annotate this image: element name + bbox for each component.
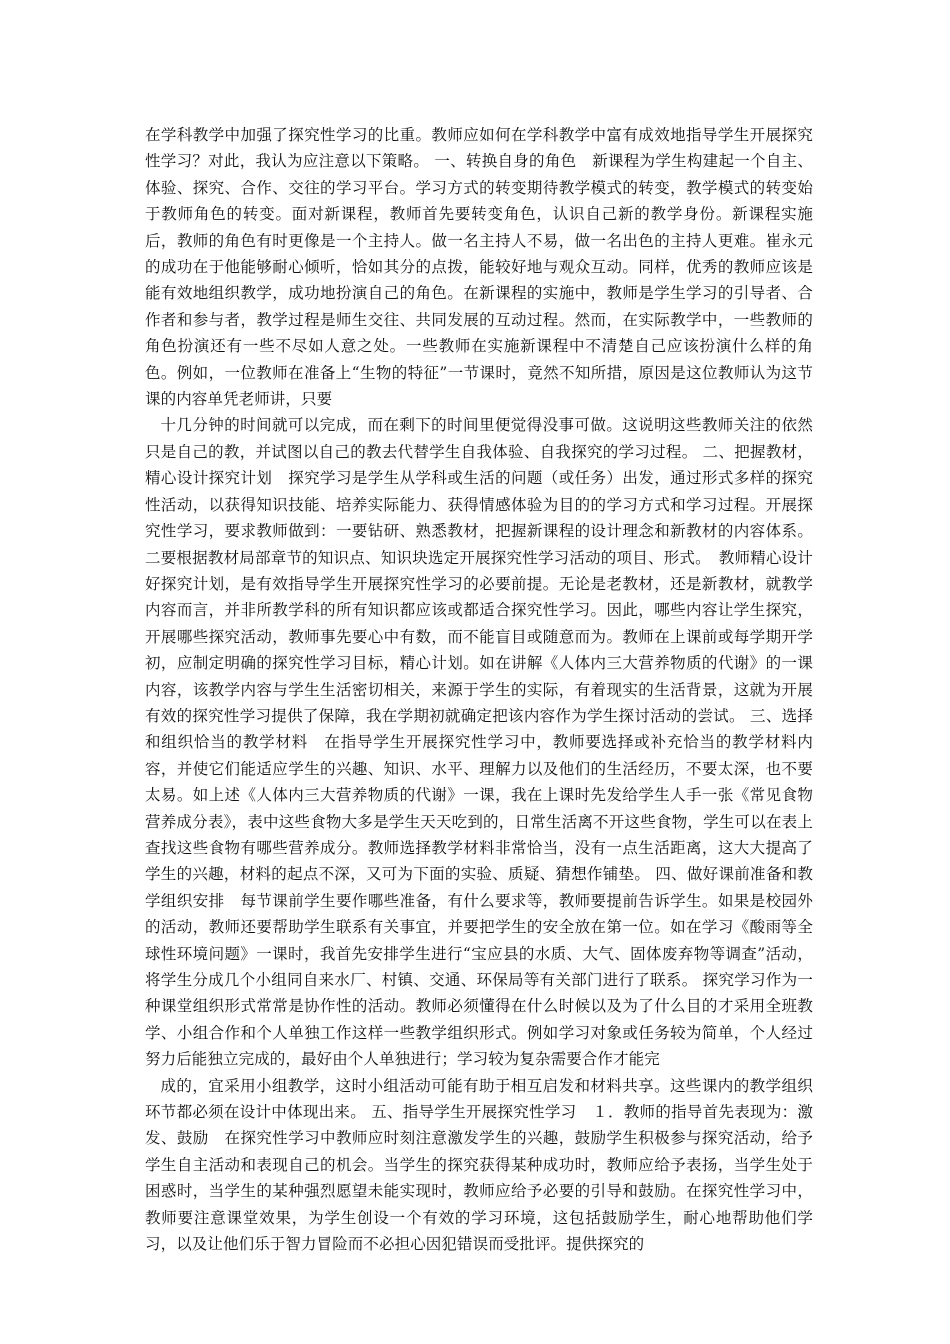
paragraph-1: 在学科教学中加强了探究性学习的比重。教师应如何在学科教学中富有成效地指导学生开展探究性学习？对此，我认为应注意以下策略。 一、转换自身的角色 新课程为学生构建起一个自主、体验、探究、合作、交往的学习平台。学习方式的转变期待教学模式的转变，教学模式的转变始于教师角色的转变。面对新课程，教师首先要转变角色，认识自己新的教学身份。新课程实施后，教师的角色有时更像是一个主持人。做一名主持人不易，做一名出色的主持人更难。崔永元的成功在于他能够耐心倾听，恰如其分的点拨，能较好地与观众互动。同样，优秀的教师应该是能有效地组织教学，成功地扮演自己的角色。在新课程的实施中，教师是学生学习的引导者、合作者和参与者，教学过程是师生交往、共同发展的互动过程。然而，在实际教学中，一些教师的角色扮演还有一些不尽如人意之处。一些教师在实施新课程中不清楚自己应该扮演什么样的角色。例如，一位教师在准备上“生物的特征”一节课时，竟然不知所措，原因是这位教师认为这节课的内容单凭老师讲，只要: [145, 126, 813, 409]
paragraph-2: 十几分钟的时间就可以完成，而在剩下的时间里便觉得没事可做。这说明这些教师关注的依然只是自己的教，并试图以自己的教去代替学生自我体验、自我探究的学习过程。 二、把握教材，精心设计探究计划 探究学习是学生从学科或生活的问题（或任务）出发，通过形式多样的探究性活动，以获得知识技能、培养实际能力、获得情感体验为目的的学习方式和学习过程。开展探究性学习，要求教师做到：一要钻研、熟悉教材，把握新课程的设计理念和新教材的内容体系。二要根据教材局部章节的知识点、知识块选定开展探究性学习活动的项目、形式。 教师精心设计好探究计划，是有效指导学生开展探究性学习的必要前提。无论是老教材，还是新教材，就教学内容而言，并非所教学科的所有知识都应该或都适合探究性学习。因此，哪些内容让学生探究，开展哪些探究活动，教师事先要心中有数，而不能盲目或随意而为。教师在上课前或每学期开学初，应制定明确的探究性学习目标，精心计划。如在讲解《人体内三大营养物质的代谢》的一课内容，该教学内容与学生生活密切相关，来源于学生的实际，有着现实的生活背景，这就为开展有效的探究性学习提供了保障，我在学期初就确定把该内容作为学生探讨活动的尝试。 三、选择和组织恰当的教学材料 在指导学生开展探究性学习中，教师要选择或补充恰当的教学材料内容，并使它们能适应学生的兴趣、知识、水平、理解力以及他们的生活经历，不要太深，也不要太易。如上述《人体内三大营养物质的代谢》一课，我在上课时先发给学生人手一张《常见食物营养成分表》，表中这些食物大多是学生天天吃到的，日常生活离不开这些食物，学生可以在表上查找这些食物有哪些营养成分。教师选择教学材料非常恰当，没有一点生活距离，这大大提高了学生的兴趣，材料的起点不深，又可为下面的实验、质疑、猜想作铺垫。 四、做好课前准备和教学组织安排 每节课前学生要作哪些准备，有什么要求等，教师要提前告诉学生。如果是校园外的活动，教师还要帮助学生联系有关事宜，并要把学生的安全放在第一位。如在学习《酸雨等全球性环境问题》一课时，我首先安排学生进行“宝应县的水质、大气、固体废弃物等调查”活动，将学生分成几个小组同自来水厂、村镇、交通、环保局等有关部门进行了联系。 探究学习作为一种课堂组织形式常常是协作性的活动。教师必须懂得在什么时候以及为了什么目的才采用全班教学、小组合作和个人单独工作这样一些教学组织形式。例如学习对象或任务较为简单，个人经过努力后能独立完成的，最好由个人单独进行；学习较为复杂需要合作才能完: [145, 416, 813, 1069]
paragraph-3: 成的，宜采用小组教学，这时小组活动可能有助于相互启发和材料共享。这些课内的教学组织环节都必须在设计中体现出来。 五、指导学生开展探究性学习 １．教师的指导首先表现为：激发、鼓励 在探究性学习中教师应时刻注意激发学生的兴趣，鼓励学生积极参与探究活动，给予学生自主活动和表现自己的机会。当学生的探究获得某种成功时，教师应给予表扬，当学生处于困惑时，当学生的某种强烈愿望未能实现时，教师应给予必要的引导和鼓励。在探究性学习中，教师要注意课堂效果，为学生创设一个有效的学习环境，这包括鼓励学生，耐心地帮助他们学习，以及让他们乐于智力冒险而不必担心因犯错误而受批评。提供探究的: [145, 1076, 813, 1254]
body-text: [145, 122, 813, 1257]
